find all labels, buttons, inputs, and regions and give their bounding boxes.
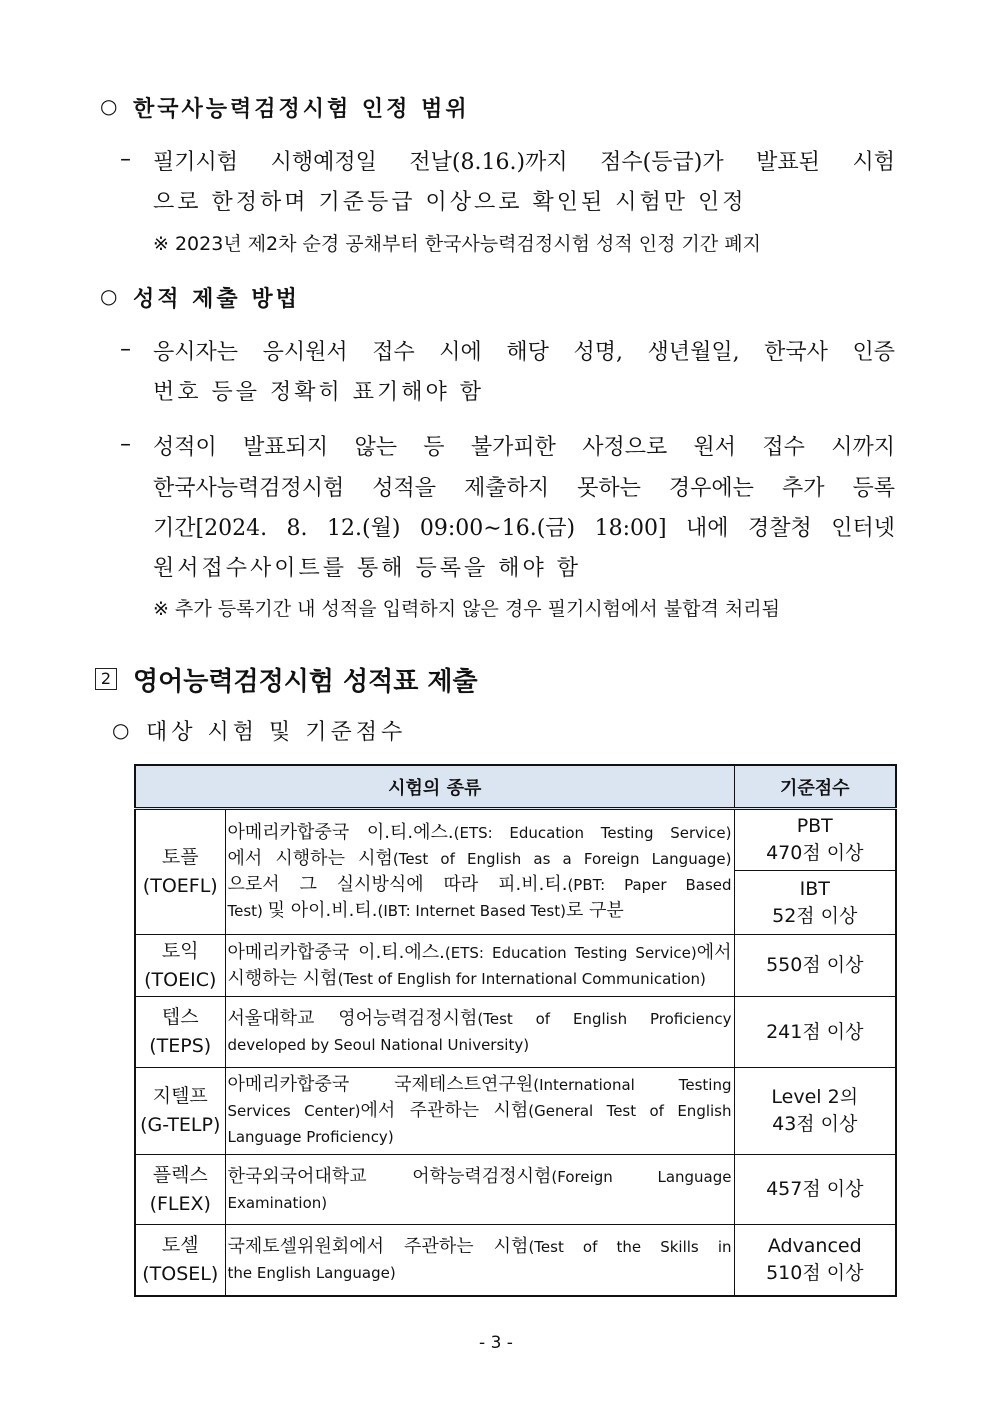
exam-name: 지텔프 (G-TELP)	[135, 1068, 225, 1155]
score: Advanced 510점 이상	[734, 1225, 896, 1296]
table-row	[135, 1155, 896, 1225]
table-row	[135, 997, 896, 1068]
table-row	[135, 1225, 896, 1296]
text-line: 한국사능력검정시험 성적을 제출하지 못하는 경우에는 추가 등록	[153, 476, 895, 501]
section-number-box: 2	[95, 668, 117, 690]
dash-marker: –	[120, 337, 131, 362]
score-pbt: PBT 470점 이상	[734, 809, 896, 871]
bullet-circle: ○	[100, 94, 118, 118]
header-standard-score: 기준점수	[734, 765, 896, 809]
exam-description: 아메리카합중국 국제테스트연구원(International Testing Services Center)에서 주관하는 시험(General Test of English Language Proficiency)	[225, 1068, 734, 1155]
section-title: 영어능력검정시험 성적표 제출	[133, 667, 478, 697]
exam-description: 서울대학교 영어능력검정시험(Test of English Proficiency developed by Seoul National University)	[225, 997, 734, 1068]
score: Level 2의 43점 이상	[734, 1068, 896, 1155]
text-line: 기간[2024. 8. 12.(월) 09:00∼16.(금) 18:00] 내에 경찰청 인터넷	[153, 516, 895, 541]
note-text: ※ 추가 등록기간 내 성적을 입력하지 않은 경우 필기시험에서 불합격 처리됨	[153, 598, 780, 620]
dash-marker: –	[120, 147, 131, 172]
score: 457점 이상	[734, 1155, 896, 1225]
bullet-circle: ○	[112, 718, 130, 742]
exam-name: 토셀 (TOSEL)	[135, 1225, 225, 1296]
heading-history-exam-scope: 한국사능력검정시험 인정 범위	[133, 96, 470, 122]
note-text: ※ 2023년 제2차 순경 공채부터 한국사능력검정시험 성적 인정 기간 폐지	[153, 233, 761, 255]
table-header-row	[135, 765, 896, 809]
exam-name: 플렉스 (FLEX)	[135, 1155, 225, 1225]
exam-name: 텝스 (TEPS)	[135, 997, 225, 1068]
bullet-circle: ○	[100, 284, 118, 308]
text-line: 번호 등을 정확히 표기해야 함	[153, 380, 484, 405]
exam-name: 토플 (TOEFL)	[135, 809, 225, 935]
score-ibt: IBT 52점 이상	[734, 871, 896, 935]
english-exam-table	[134, 764, 897, 1297]
text-line: 응시자는 응시원서 접수 시에 해당 성명, 생년월일, 한국사 인증	[153, 340, 895, 365]
table-row	[135, 809, 896, 871]
text-line: 성적이 발표되지 않는 등 불가피한 사정으로 원서 접수 시까지	[153, 435, 895, 460]
exam-description: 아메리카합중국 이.티.에스.(ETS: Education Testing Service) 에서 시행하는 시험(Test of English as a Foreign Language) 으로서 그 실시방식에 따라 피.비.티.(PBT: Paper Based Test) 및 아이.비.티.(IBT: Internet Based Test)로 구분	[225, 809, 734, 935]
text-line: 원서접수사이트를 통해 등록을 해야 함	[153, 556, 582, 581]
exam-description: 아메리카합중국 이.티.에스.(ETS: Education Testing Service)에서 시행하는 시험(Test of English for International Communication)	[225, 935, 734, 997]
exam-description: 한국외국어대학교 어학능력검정시험(Foreign Language Examination)	[225, 1155, 734, 1225]
score: 241점 이상	[734, 997, 896, 1068]
table-row	[135, 1068, 896, 1155]
text-line: 으로 한정하며 기준등급 이상으로 확인된 시험만 인정	[153, 190, 747, 215]
heading-submission-method: 성적 제출 방법	[133, 286, 300, 312]
text-line: 필기시험 시행예정일 전날(8.16.)까지 점수(등급)가 발표된 시험	[153, 150, 895, 175]
exam-description: 국제토셀위원회에서 주관하는 시험(Test of the Skills in the English Language)	[225, 1225, 734, 1296]
dash-marker: –	[120, 432, 131, 457]
header-exam-type: 시험의 종류	[135, 765, 734, 809]
table-row	[135, 935, 896, 997]
subtitle: 대상 시험 및 기준점수	[146, 720, 407, 745]
score: 550점 이상	[734, 935, 896, 997]
exam-name: 토익 (TOEIC)	[135, 935, 225, 997]
page-number: - 3 -	[479, 1333, 513, 1353]
